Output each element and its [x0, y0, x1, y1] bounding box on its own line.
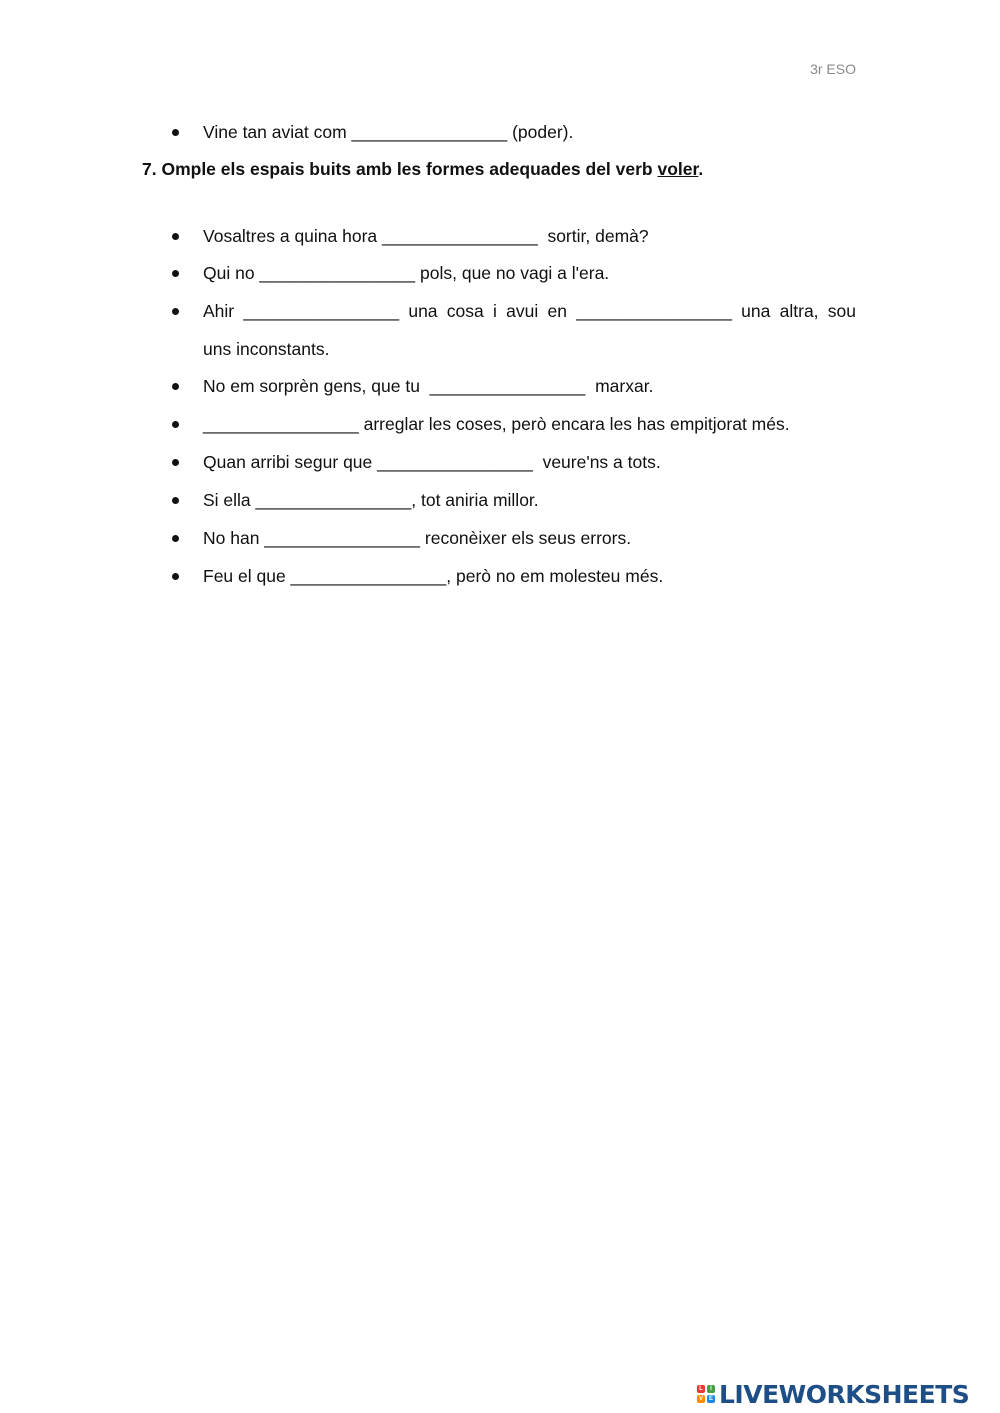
- bullet-icon: [172, 573, 179, 580]
- list-item-text: Quan arribi segur que ________________ veure'ns a tots.: [203, 452, 661, 472]
- list-item-text: ________________ arreglar les coses, però encara les has empitjorat més.: [203, 414, 790, 434]
- list-item-text: uns inconstants.: [203, 339, 330, 359]
- exercise-title-suffix: .: [698, 159, 704, 179]
- bullet-icon: [172, 383, 179, 390]
- header-note: 3r ESO: [810, 61, 856, 77]
- list-item-text: Vosaltres a quina hora ________________ sortir, demà?: [203, 226, 649, 246]
- bullet-icon: [172, 421, 179, 428]
- logo-badge-icon: [697, 1385, 715, 1403]
- logo-text: LIVEWORKSHEETS: [719, 1379, 970, 1409]
- bullet-icon: [172, 129, 179, 136]
- bullet-icon: [172, 233, 179, 240]
- exercise-title-prefix: 7. Omple els espais buits amb les formes adequades del verb: [142, 159, 658, 179]
- list-item-text: Qui no ________________ pols, que no vagi a l'era.: [203, 263, 610, 283]
- list-item-text: Feu el que ________________, però no em molesteu més.: [203, 566, 664, 586]
- list-item-text: No em sorprèn gens, que tu ________________ marxar.: [203, 376, 654, 396]
- bullet-icon: [172, 497, 179, 504]
- logo-badge-cell: V: [698, 1396, 703, 1402]
- bullet-icon: [172, 308, 179, 315]
- logo-badge-cell: E: [708, 1396, 713, 1402]
- exercise-title-keyword: voler: [657, 159, 699, 179]
- list-item-text: Ahir ________________ una cosa i avui en ________________ una altra, sou: [203, 301, 856, 321]
- liveworksheets-logo[interactable]: [697, 1379, 969, 1409]
- list-item-text: Si ella ________________, tot aniria millor.: [203, 490, 539, 510]
- bullet-icon: [172, 459, 179, 466]
- list-item-text: Vine tan aviat com ________________ (poder).: [203, 122, 574, 142]
- logo-badge-cell: I: [707, 1385, 715, 1393]
- bullet-icon: [172, 535, 179, 542]
- bullet-icon: [172, 270, 179, 277]
- list-item-text: No han ________________ reconèixer els seus errors.: [203, 528, 632, 548]
- logo-badge-cell: L: [697, 1385, 705, 1393]
- exercise-title: [142, 158, 862, 180]
